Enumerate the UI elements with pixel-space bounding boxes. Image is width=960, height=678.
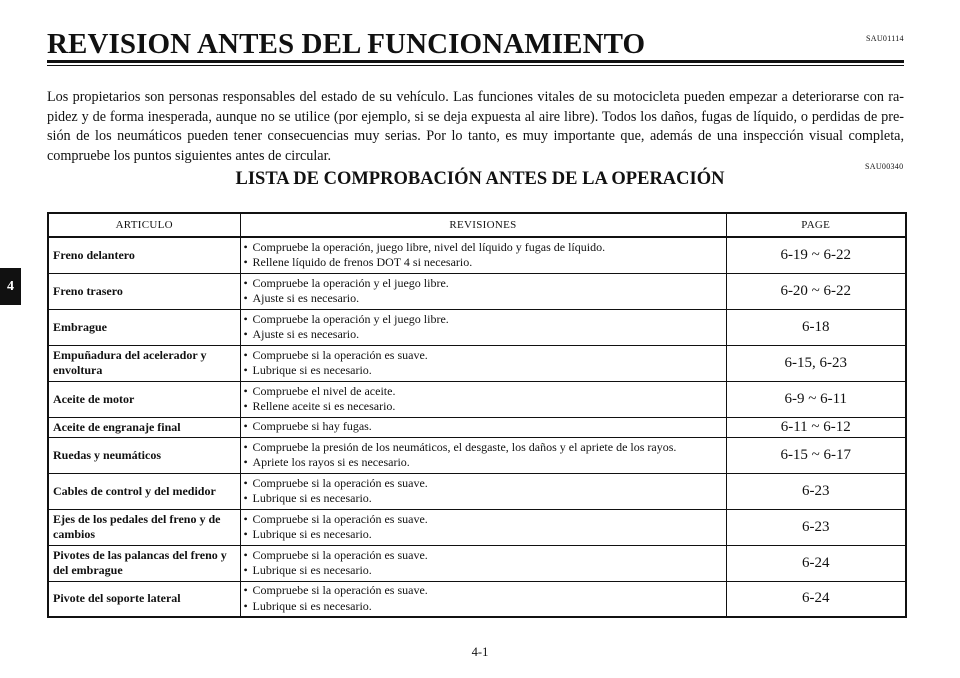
row-checks bbox=[240, 309, 726, 345]
check-text: Rellene aceite si es necesario. bbox=[252, 399, 396, 413]
table-row bbox=[48, 473, 906, 509]
row-item: Aceite de motor bbox=[48, 381, 240, 417]
bullet-icon: • bbox=[243, 491, 248, 505]
bullet-icon: • bbox=[243, 275, 248, 290]
check-line bbox=[245, 348, 722, 364]
bullet-icon: • bbox=[243, 311, 248, 326]
bullet-icon: • bbox=[243, 239, 248, 254]
bullet-icon: • bbox=[243, 347, 248, 362]
page-title: REVISION ANTES DEL FUNCIONAMIENTO bbox=[47, 28, 646, 60]
table-row bbox=[48, 581, 906, 617]
bullet-icon: • bbox=[243, 598, 248, 613]
check-line bbox=[245, 455, 722, 471]
check-line bbox=[245, 491, 722, 507]
intro-paragraph: Los propietarios son personas responsables del estado de su vehículo. Las funciones vitales de su motocicleta pueden empezar a deteriorarse con ra-pidez y de forma inesperada, aunque no se utilice (por ejemplo, si se deja expuesta al aire libre). Todos los daños, fugas de líquido, o perdidas de pre-sión de los neumáticos pueden tener consecuencias muy serias. Por lo tanto, es muy importante que, además de una inspección visual completa, compruebe los puntos siguientes antes de circular. bbox=[47, 89, 904, 164]
bullet-icon: • bbox=[243, 291, 248, 305]
row-item: Freno trasero bbox=[48, 273, 240, 309]
checklist-table bbox=[47, 212, 907, 618]
check-line bbox=[245, 291, 722, 307]
row-page: 6-23 bbox=[726, 509, 906, 545]
bullet-icon: • bbox=[243, 255, 248, 270]
row-item: Aceite de engranaje final bbox=[48, 417, 240, 437]
check-text: Rellene líquido de frenos DOT 4 si necesario. bbox=[252, 255, 473, 270]
document-code: SAU01114 bbox=[866, 34, 904, 43]
check-line bbox=[245, 399, 722, 415]
row-checks bbox=[240, 473, 726, 509]
table-row bbox=[48, 545, 906, 581]
check-text: Compruebe si la operación es suave. bbox=[252, 547, 428, 562]
table-row bbox=[48, 417, 906, 437]
row-page: 6-24 bbox=[726, 545, 906, 581]
table-row bbox=[48, 237, 906, 273]
check-text: Compruebe si la operación es suave. bbox=[252, 347, 428, 362]
check-line bbox=[245, 276, 722, 292]
check-line bbox=[245, 476, 722, 492]
check-text: Compruebe la operación y el juego libre. bbox=[252, 275, 449, 290]
bullet-icon: • bbox=[243, 475, 248, 490]
bullet-icon: • bbox=[243, 419, 248, 434]
row-checks bbox=[240, 417, 726, 437]
row-item: Ruedas y neumáticos bbox=[48, 437, 240, 473]
check-line bbox=[245, 363, 722, 379]
table-row bbox=[48, 437, 906, 473]
page-number: 4-1 bbox=[471, 645, 489, 659]
row-item: Cables de control y del medidor bbox=[48, 473, 240, 509]
section-title: LISTA DE COMPROBACIÓN ANTES DE LA OPERACIÓN bbox=[235, 169, 725, 189]
check-line bbox=[245, 527, 722, 543]
bullet-icon: • bbox=[243, 363, 248, 377]
row-item: Ejes de los pedales del freno y de cambios bbox=[48, 509, 240, 545]
table-header-row bbox=[48, 213, 906, 237]
title-rule-thick bbox=[47, 60, 904, 63]
row-checks bbox=[240, 345, 726, 381]
bullet-icon: • bbox=[243, 511, 248, 526]
row-page: 6-15 ~ 6-17 bbox=[726, 437, 906, 473]
check-text: Compruebe si la operación es suave. bbox=[252, 583, 428, 598]
table-row bbox=[48, 345, 906, 381]
row-page: 6-19 ~ 6-22 bbox=[726, 237, 906, 273]
table-row bbox=[48, 381, 906, 417]
check-text: Compruebe la operación y el juego libre. bbox=[252, 311, 449, 326]
check-text: Lubrique si es necesario. bbox=[252, 598, 372, 613]
check-text: Compruebe si la operación es suave. bbox=[252, 475, 428, 490]
row-item: Embrague bbox=[48, 309, 240, 345]
check-line bbox=[245, 583, 722, 599]
table-row bbox=[48, 309, 906, 345]
chapter-tab: 4 bbox=[0, 268, 21, 305]
row-checks bbox=[240, 509, 726, 545]
title-rule-thin bbox=[47, 65, 904, 66]
bullet-icon: • bbox=[243, 583, 248, 598]
row-page: 6-24 bbox=[726, 581, 906, 617]
row-checks bbox=[240, 437, 726, 473]
row-checks bbox=[240, 273, 726, 309]
bullet-icon: • bbox=[243, 455, 248, 469]
row-checks bbox=[240, 237, 726, 273]
header-articulo: ARTICULO bbox=[48, 213, 240, 237]
row-page: 6-15, 6-23 bbox=[726, 345, 906, 381]
header-revisiones: REVISIONES bbox=[240, 213, 726, 237]
bullet-icon: • bbox=[243, 383, 248, 398]
check-line bbox=[245, 599, 722, 615]
check-text: Lubrique si es necesario. bbox=[252, 527, 372, 541]
row-page: 6-23 bbox=[726, 473, 906, 509]
row-page: 6-9 ~ 6-11 bbox=[726, 381, 906, 417]
check-text: Compruebe la presión de los neumáticos, el desgaste, los daños y el apriete de los rayos. bbox=[252, 439, 677, 454]
check-text: Ajuste si es necesario. bbox=[252, 291, 360, 305]
check-text: Lubrique si es necesario. bbox=[252, 491, 372, 505]
check-line bbox=[245, 548, 722, 564]
check-text: Compruebe la operación, juego libre, nivel del líquido y fugas de líquido. bbox=[252, 239, 606, 254]
check-line bbox=[245, 312, 722, 328]
bullet-icon: • bbox=[243, 563, 248, 577]
check-line bbox=[245, 419, 722, 435]
check-line bbox=[245, 512, 722, 528]
bullet-icon: • bbox=[243, 547, 248, 562]
check-text: Lubrique si es necesario. bbox=[252, 563, 372, 577]
check-line bbox=[245, 255, 722, 271]
row-item: Freno delantero bbox=[48, 237, 240, 273]
check-text: Compruebe si hay fugas. bbox=[252, 419, 372, 434]
check-line bbox=[245, 440, 722, 456]
row-page: 6-11 ~ 6-12 bbox=[726, 417, 906, 437]
table-row bbox=[48, 509, 906, 545]
row-page: 6-20 ~ 6-22 bbox=[726, 273, 906, 309]
check-text: Compruebe si la operación es suave. bbox=[252, 511, 428, 526]
row-checks bbox=[240, 381, 726, 417]
row-checks bbox=[240, 581, 726, 617]
bullet-icon: • bbox=[243, 527, 248, 541]
row-page: 6-18 bbox=[726, 309, 906, 345]
check-line bbox=[245, 563, 722, 579]
bullet-icon: • bbox=[243, 327, 248, 341]
row-checks bbox=[240, 545, 726, 581]
check-text: Lubrique si es necesario. bbox=[252, 363, 372, 377]
section-code: SAU00340 bbox=[865, 162, 904, 171]
check-line bbox=[245, 384, 722, 400]
bullet-icon: • bbox=[243, 439, 248, 454]
row-item: Empuñadura del acelerador y envoltura bbox=[48, 345, 240, 381]
table-body bbox=[48, 237, 906, 617]
row-item: Pivotes de las palancas del freno y del embrague bbox=[48, 545, 240, 581]
row-item: Pivote del soporte lateral bbox=[48, 581, 240, 617]
bullet-icon: • bbox=[243, 399, 248, 413]
header-page: PAGE bbox=[726, 213, 906, 237]
check-line bbox=[245, 240, 722, 256]
table-row bbox=[48, 273, 906, 309]
check-text: Compruebe el nivel de aceite. bbox=[252, 383, 396, 398]
check-text: Apriete los rayos si es necesario. bbox=[252, 455, 410, 469]
check-line bbox=[245, 327, 722, 343]
check-text: Ajuste si es necesario. bbox=[252, 327, 360, 341]
